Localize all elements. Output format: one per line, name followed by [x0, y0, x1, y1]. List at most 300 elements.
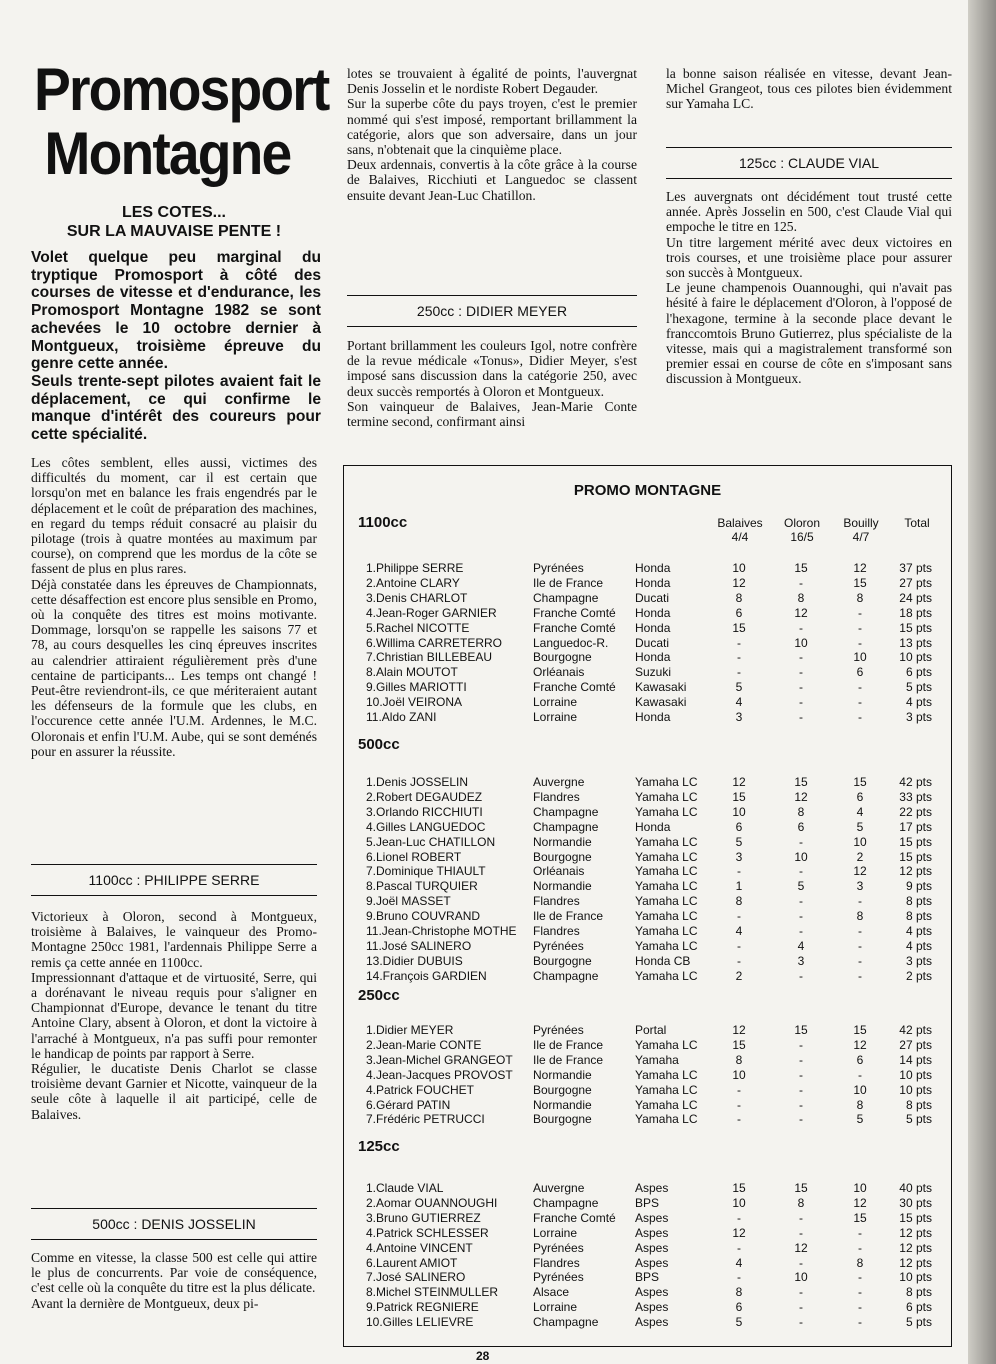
rider-make: Honda — [635, 710, 671, 724]
rider-make: Honda — [635, 561, 671, 575]
result-total: 15 pts — [899, 834, 932, 849]
result-total: 33 pts — [899, 789, 932, 804]
result-total: 12 pts — [899, 1240, 932, 1255]
rider-region: Franche Comté — [533, 680, 616, 695]
result-oloron: 6 — [797, 819, 805, 834]
rider-region: Lorraine — [533, 710, 578, 724]
column-3-125-text — [666, 189, 952, 387]
rider-region: Flandres — [533, 1255, 580, 1270]
table-row — [344, 591, 951, 606]
result-balaives: 8 — [735, 894, 743, 909]
column-2-250-text — [347, 338, 637, 429]
rider-region: Bourgogne — [533, 953, 592, 968]
table-row — [344, 1196, 951, 1211]
result-total: 14 pts — [899, 1052, 932, 1067]
rider-region: Flandres — [533, 789, 580, 804]
result-oloron: - — [799, 924, 803, 938]
result-balaives: 2 — [735, 968, 743, 983]
table-row — [344, 1068, 951, 1083]
rider-make: Yamaha LC — [635, 804, 698, 819]
result-balaives: 4 — [735, 924, 743, 938]
result-bouilly: 8 — [856, 1255, 864, 1270]
rider-region: Pyrénées — [533, 1023, 584, 1037]
result-bouilly: - — [858, 680, 862, 695]
result-balaives: 8 — [735, 1285, 743, 1300]
rider-make: Honda CB — [635, 953, 691, 968]
table-row — [344, 894, 951, 909]
result-oloron: - — [799, 1300, 803, 1315]
result-balaives: 15 — [732, 620, 746, 635]
result-oloron: 10 — [794, 635, 808, 650]
result-balaives: 15 — [732, 789, 746, 804]
rider-name: 6.Gérard PATIN — [366, 1097, 451, 1112]
table-row — [344, 1053, 951, 1068]
rider-name: 1.Didier MEYER — [366, 1023, 454, 1037]
col-header-text: Oloron — [783, 516, 821, 530]
rider-make: Yamaha LC — [635, 924, 698, 938]
result-bouilly: - — [858, 1225, 862, 1240]
rider-make: Aspes — [635, 1181, 669, 1195]
result-total: 4 pts — [905, 924, 932, 938]
result-oloron: - — [799, 1255, 803, 1270]
lead-paragraph: Seuls trente-sept pilotes avaient fait le déplacement, ce qui confirme le manque d'intérêt des coureurs pour cette spécialité. — [31, 372, 321, 444]
rider-name: 14.François GARDIEN — [366, 968, 487, 983]
rider-make: Aspes — [635, 1315, 669, 1330]
result-total: 10 pts — [899, 1270, 932, 1285]
rider-name: 1.Claude VIAL — [366, 1181, 444, 1195]
result-oloron: - — [799, 575, 803, 590]
body-paragraph: Régulier, le ducatiste Denis Charlot se classe troisième devant Garnier et Nicotte, vainqueur de la seule côte à laquelle il ait participé, celle de Balaives. — [31, 1061, 317, 1122]
page-edge-shadow — [968, 0, 996, 1364]
rider-region: Pyrénées — [533, 938, 584, 953]
rider-make: Yamaha LC — [635, 849, 698, 864]
result-balaives: 12 — [732, 575, 746, 590]
rider-name: 13.Didier DUBUIS — [366, 953, 463, 968]
rider-make: Yamaha LC — [635, 775, 698, 789]
body-paragraph: Son vainqueur de Balaives, Jean-Marie Conte termine second, confirmant ainsi — [347, 398, 637, 430]
result-total: 3 pts — [905, 953, 932, 968]
rider-region: Champagne — [533, 968, 599, 983]
rider-make: Yamaha LC — [635, 1097, 698, 1112]
result-oloron: 15 — [794, 561, 808, 575]
table-row — [344, 1023, 951, 1038]
rider-name: 7.Christian BILLEBEAU — [366, 650, 493, 665]
result-oloron: - — [799, 1052, 803, 1067]
rider-make: Aspes — [635, 1240, 669, 1255]
result-balaives: 12 — [732, 1023, 746, 1037]
result-bouilly: - — [858, 894, 862, 909]
rider-make: Honda — [635, 650, 671, 665]
rider-name: 9.Joël MASSET — [366, 894, 451, 909]
result-bouilly: 12 — [853, 1037, 867, 1052]
table-row — [344, 1211, 951, 1226]
result-total: 5 pts — [905, 680, 932, 695]
result-oloron: 8 — [797, 1195, 805, 1210]
rider-name: 7.José SALINERO — [366, 1270, 466, 1285]
result-balaives: - — [737, 635, 741, 650]
result-oloron: 8 — [797, 804, 805, 819]
result-total: 12 pts — [899, 1255, 932, 1270]
rider-make: Yamaha LC — [635, 789, 698, 804]
page-number: 28 — [476, 1349, 490, 1363]
col-header-date: 4/4 — [731, 530, 749, 544]
table-row — [344, 561, 951, 576]
result-balaives: 12 — [732, 775, 746, 789]
result-total: 4 pts — [905, 938, 932, 953]
rider-region: Champagne — [533, 590, 599, 605]
body-paragraph: lotes se trouvaient à égalité de points, l'auvergnat Denis Josselin et le nordiste Robert Degauder. — [347, 66, 637, 97]
table-row — [344, 1181, 951, 1196]
result-total: 10 pts — [899, 650, 932, 665]
col-header-text: Balaives — [717, 516, 763, 530]
body-paragraph: Portant brillamment les couleurs Igol, notre confrère de la revue médicale «Tonus», Didier Meyer, s'est imposé sans discussion dans la catégorie 250, avec deux succès remportés à Oloron et Montgueux. — [347, 338, 637, 399]
result-balaives: - — [737, 1082, 741, 1097]
result-balaives: - — [737, 909, 741, 924]
result-balaives: 4 — [735, 695, 743, 710]
result-oloron: 8 — [797, 590, 805, 605]
result-oloron: 10 — [794, 1270, 808, 1285]
body-paragraph: Impressionnant d'attaque et de virtuosité, Serre, qui a dorénavant le niveau requis pour s'aligner en Championnat d'Europe, devance le tenant du titre Antoine Clary, absent à Oloron, et dont la victoire à l'arraché à Montgueux, n'a pas suffi pour remonter le handicap de points par rapport à Serre. — [31, 969, 317, 1061]
body-paragraph: Victorieux à Oloron, second à Montgueux, troisième à Balaives, le vainqueur des Promo-Montagne 250cc 1981, l'ardennais Philippe Serre a remis ça cette année en 1100cc. — [31, 909, 317, 970]
result-balaives: - — [737, 864, 741, 879]
table-row — [344, 636, 951, 651]
results-table-box — [343, 465, 952, 1347]
rider-region: Pyrénées — [533, 1270, 584, 1285]
rider-make: Yamaha LC — [635, 894, 698, 909]
table-row — [344, 710, 951, 725]
rider-make: Yamaha LC — [635, 1082, 698, 1097]
result-oloron: - — [799, 864, 803, 879]
result-total: 2 pts — [905, 968, 932, 983]
table-row — [344, 939, 951, 954]
rider-make: BPS — [635, 1195, 660, 1210]
rider-make: Kawasaki — [635, 680, 687, 695]
table-row — [344, 954, 951, 969]
class-heading: 1100cc — [358, 514, 408, 531]
result-total: 13 pts — [899, 635, 932, 650]
table-row — [344, 864, 951, 879]
body-paragraph: Deux ardennais, convertis à la côte grâce à la course de Balaives, Ricchiuti et Languedoc se classent ensuite devant Jean-Luc Chatillon. — [347, 157, 637, 203]
column-2 — [347, 66, 637, 203]
result-bouilly: 6 — [856, 665, 864, 680]
table-row — [344, 695, 951, 710]
rider-make: Honda — [635, 620, 671, 635]
result-balaives: - — [737, 938, 741, 953]
result-balaives: 3 — [735, 849, 743, 864]
result-oloron: 15 — [794, 1023, 808, 1037]
result-bouilly: 12 — [853, 561, 867, 575]
result-balaives: 6 — [735, 819, 743, 834]
rider-region: Normandie — [533, 1067, 592, 1082]
rider-name: 4.Jean-Jacques PROVOST — [366, 1067, 513, 1082]
rider-region: Normandie — [533, 1097, 592, 1112]
rider-make: Aspes — [635, 1210, 669, 1225]
rider-make: Suzuki — [635, 665, 672, 680]
rider-region: Bourgogne — [533, 1082, 592, 1097]
headline — [34, 56, 329, 187]
rider-region: Pyrénées — [533, 1240, 584, 1255]
rider-region: Bourgogne — [533, 650, 592, 665]
rider-region: Bourgogne — [533, 1112, 592, 1127]
table-row — [344, 924, 951, 939]
table-row — [344, 820, 951, 835]
rider-make: Honda — [635, 819, 671, 834]
result-oloron: 15 — [794, 1181, 808, 1195]
result-total: 10 pts — [899, 1082, 932, 1097]
result-total: 4 pts — [905, 695, 932, 710]
result-oloron: - — [799, 1082, 803, 1097]
table-row — [344, 775, 951, 790]
rider-make: Yamaha LC — [635, 1112, 698, 1127]
result-oloron: - — [799, 680, 803, 695]
col-header-oloron — [772, 516, 832, 544]
result-oloron: - — [799, 1210, 803, 1225]
result-balaives: 8 — [735, 1052, 743, 1067]
table-row — [344, 790, 951, 805]
rider-region: Champagne — [533, 819, 599, 834]
result-oloron: - — [799, 1225, 803, 1240]
result-balaives: 3 — [735, 710, 743, 724]
col-header-date: 4/7 — [852, 530, 870, 544]
result-oloron: 15 — [794, 775, 808, 789]
result-bouilly: - — [858, 605, 862, 620]
table-row — [344, 835, 951, 850]
result-total: 10 pts — [899, 1067, 932, 1082]
rider-make: Portal — [635, 1023, 667, 1037]
result-balaives: 5 — [735, 1315, 743, 1330]
result-balaives: 5 — [735, 834, 743, 849]
column-1 — [31, 455, 317, 759]
result-total: 27 pts — [899, 575, 932, 590]
result-bouilly: 12 — [853, 864, 867, 879]
rider-make: Honda — [635, 605, 671, 620]
body-paragraph: Les auvergnats ont décidément tout trusté cette année. Après Josselin en 500, c'est Claude Vial qui empoche le titre en 125. — [666, 189, 952, 235]
result-oloron: - — [799, 1037, 803, 1052]
headline-line-2: Montagne — [44, 120, 291, 187]
table-row — [344, 1226, 951, 1241]
rider-name: 6.Willima CARRETERRO — [366, 635, 503, 650]
result-bouilly: - — [858, 968, 862, 983]
result-balaives: 10 — [732, 561, 746, 575]
rider-name: 4.Antoine VINCENT — [366, 1240, 473, 1255]
subhead-250: 250cc : DIDIER MEYER — [347, 295, 637, 327]
result-balaives: 8 — [735, 590, 743, 605]
result-bouilly: 8 — [856, 909, 864, 924]
rider-region: Ile de France — [533, 1052, 604, 1067]
body-paragraph: Déjà constatée dans les épreuves de Championnats, cette désaffection est encore plus sensible en Promo, où la conquête des titres est moins motivante. Dommage, lorsqu'on se rappelle les saisons 77 et 78, au cours desquelles les cinq épreuves inscrites au calendrier attiraient régulièrement près d'une centaine de participants... Les temps ont changé ! Peut-être reviendront-ils, ce que mériteraient autant les défenseurs de la formule que les clubs, en l'occurence cette année l'U.M. Ardennes, le M.C. Oloronais et enfin l'U.M. Aube, qui se sont deménés pour en assurer la réussite. — [31, 576, 317, 759]
result-bouilly: 8 — [856, 590, 864, 605]
rider-region: Flandres — [533, 894, 580, 909]
result-total: 6 pts — [905, 1300, 932, 1315]
table-row — [344, 1270, 951, 1285]
rider-region: Orléanais — [533, 864, 585, 879]
result-bouilly: 10 — [853, 1181, 867, 1195]
result-oloron: 3 — [797, 953, 805, 968]
result-oloron: 12 — [794, 1240, 808, 1255]
table-row — [344, 879, 951, 894]
result-balaives: 10 — [732, 1067, 746, 1082]
result-total: 17 pts — [899, 819, 932, 834]
rider-region: Champagne — [533, 804, 599, 819]
body-paragraph: Le jeune champenois Ouannoughi, qui n'avait pas hésité à faire le déplacement d'Oloron, à l'opposé de l'hexagone, termine à la seconde place devant le franccomtois Bruno Gutierrez, plus spécialiste de la vitesse, mais qui a magistralement transformé son premier essai en course de côte en s'imposant sans discussion à Montgueux. — [666, 280, 952, 387]
result-total: 8 pts — [905, 894, 932, 909]
rider-name: 4.Jean-Roger GARNIER — [366, 605, 497, 620]
kicker-line-1: LES COTES... — [121, 204, 226, 221]
result-oloron: 12 — [794, 789, 808, 804]
col-header-total — [892, 516, 942, 530]
rider-make: Yamaha LC — [635, 938, 698, 953]
rider-make: Yamaha — [635, 1052, 679, 1067]
result-balaives: - — [737, 1270, 741, 1285]
rider-region: Lorraine — [533, 695, 578, 710]
body-paragraph: Sur la superbe côte du pays troyen, c'est le premier nommé qui s'est imposé, remportant brillamment la catégorie, alors que son adversaire, dans un jour sans, n'obtenait que la cinquième place. — [347, 96, 637, 158]
rider-region: Franche Comté — [533, 620, 616, 635]
rider-region: Bourgogne — [533, 849, 592, 864]
class-heading: 250cc — [358, 987, 400, 1004]
result-oloron: 10 — [794, 849, 808, 864]
rider-region: Ile de France — [533, 575, 604, 590]
rider-make: Aspes — [635, 1255, 669, 1270]
kicker — [31, 203, 317, 241]
body-paragraph: Avant la dernière de Montgueux, deux pi- — [31, 1295, 259, 1311]
rider-region: Flandres — [533, 924, 580, 938]
table-row — [344, 606, 951, 621]
col-header-text: Bouilly — [843, 516, 879, 530]
rider-make: Yamaha LC — [635, 968, 698, 983]
rider-name: 9.Gilles MARIOTTI — [366, 680, 467, 695]
result-bouilly: - — [858, 1067, 862, 1082]
rider-name: 1.Philippe SERRE — [366, 561, 464, 575]
rider-region: Franche Comté — [533, 1210, 616, 1225]
rider-name: 10.Gilles LELIEVRE — [366, 1315, 474, 1330]
result-total: 8 pts — [905, 1285, 932, 1300]
rider-name: 7.Dominique THIAULT — [366, 864, 486, 879]
rider-name: 9.Patrick REGNIERE — [366, 1300, 479, 1315]
rider-name: 2.Robert DEGAUDEZ — [366, 789, 483, 804]
rider-name: 4.Patrick FOUCHET — [366, 1082, 475, 1097]
result-bouilly: - — [858, 1270, 862, 1285]
result-oloron: - — [799, 620, 803, 635]
rider-make: Aspes — [635, 1285, 669, 1300]
rider-region: Languedoc-R. — [533, 635, 609, 650]
result-oloron: 4 — [797, 938, 805, 953]
column-1-1100-text — [31, 909, 317, 1122]
rider-name: 7.Frédéric PETRUCCI — [366, 1112, 485, 1127]
result-bouilly: 6 — [856, 789, 864, 804]
result-bouilly: 10 — [853, 650, 867, 665]
result-total: 30 pts — [899, 1195, 932, 1210]
headline-line-1: Promosport — [34, 56, 329, 123]
table-row — [344, 1038, 951, 1053]
table-row — [344, 665, 951, 680]
result-bouilly: - — [858, 1300, 862, 1315]
rider-region: Auvergne — [533, 775, 585, 789]
rider-name: 3.Orlando RICCHIUTI — [366, 804, 483, 819]
result-balaives: 1 — [735, 879, 743, 894]
result-oloron: - — [799, 909, 803, 924]
result-oloron: - — [799, 894, 803, 909]
table-row — [344, 1300, 951, 1315]
rider-name: 4.Gilles LANGUEDOC — [366, 819, 486, 834]
rider-make: Kawasaki — [635, 695, 687, 710]
rider-region: Lorraine — [533, 1300, 578, 1315]
subhead-1100: 1100cc : PHILIPPE SERRE — [31, 864, 317, 896]
rider-name: 11.Aldo ZANI — [366, 710, 437, 724]
result-balaives: 6 — [735, 605, 743, 620]
col-header-text: Total — [904, 516, 930, 530]
rider-name: 6.Laurent AMIOT — [366, 1255, 458, 1270]
lead-paragraph: Volet quelque peu marginal du tryptique Promosport à côté des courses de vitesse et d'endurance, les Promosport Montagne 1982 se sont achevées le 10 octobre dernier à Montgueux, troisième épreuve du genre cette année. — [31, 249, 321, 373]
rider-region: Normandie — [533, 879, 592, 894]
result-total: 5 pts — [905, 1315, 932, 1330]
result-bouilly: 15 — [853, 775, 867, 789]
result-oloron: 12 — [794, 605, 808, 620]
result-bouilly: - — [858, 1285, 862, 1300]
body-paragraph: Un titre largement mérité avec deux victoires en trois courses, et une troisième place pour assurer son succès à Montgueux. — [666, 234, 952, 281]
result-oloron: - — [799, 1315, 803, 1330]
table-row — [344, 1241, 951, 1256]
result-bouilly: 5 — [856, 1112, 864, 1127]
result-bouilly: - — [858, 953, 862, 968]
result-total: 27 pts — [899, 1037, 932, 1052]
result-bouilly: - — [858, 695, 862, 710]
result-bouilly: - — [858, 924, 862, 938]
col-header-date: 16/5 — [790, 530, 814, 544]
rider-make: Yamaha LC — [635, 1067, 698, 1082]
rider-name: 9.Bruno COUVRAND — [366, 909, 481, 924]
rider-region: Ile de France — [533, 909, 604, 924]
rider-name: 2.Jean-Marie CONTE — [366, 1037, 482, 1052]
result-bouilly: 15 — [853, 1023, 867, 1037]
body-paragraph: Comme en vitesse, la classe 500 est celle qui attire le plus de concurrents. Par voie de conséquence, c'est celle où la conquête du titre est la plus délicate. — [31, 1250, 317, 1296]
result-bouilly: 4 — [856, 804, 864, 819]
table-title: PROMO MONTAGNE — [573, 482, 722, 499]
rider-make: Aspes — [635, 1225, 669, 1240]
result-balaives: 12 — [732, 1225, 746, 1240]
result-total: 22 pts — [899, 804, 932, 819]
result-oloron: - — [799, 1285, 803, 1300]
table-row — [344, 969, 951, 984]
table-row — [344, 1315, 951, 1330]
result-balaives: 15 — [732, 1037, 746, 1052]
rider-name: 3.Bruno GUTIERREZ — [366, 1210, 481, 1225]
result-bouilly: 15 — [853, 1210, 867, 1225]
kicker-line-2: SUR LA MAUVAISE PENTE ! — [66, 223, 282, 240]
body-paragraph: la bonne saison réalisée en vitesse, devant Jean-Michel Grangeot, tous ces pilotes bien évidemment sur Yamaha LC. — [666, 66, 952, 112]
rider-name: 5.Rachel NICOTTE — [366, 620, 470, 635]
result-bouilly: 8 — [856, 1097, 864, 1112]
result-oloron: - — [799, 665, 803, 680]
result-total: 5 pts — [905, 1112, 932, 1127]
class-heading: 500cc — [358, 736, 400, 753]
result-bouilly: - — [858, 1315, 862, 1330]
result-total: 8 pts — [905, 1097, 932, 1112]
result-balaives: 6 — [735, 1300, 743, 1315]
table-row — [344, 1112, 951, 1127]
result-total: 37 pts — [899, 561, 932, 575]
result-total: 15 pts — [899, 849, 932, 864]
rider-region: Pyrénées — [533, 561, 584, 575]
result-bouilly: 10 — [853, 834, 867, 849]
rider-make: Yamaha LC — [635, 909, 698, 924]
result-balaives: - — [737, 665, 741, 680]
rider-name: 10.Joël VEIRONA — [366, 695, 463, 710]
subhead-500: 500cc : DENIS JOSSELIN — [31, 1208, 317, 1240]
result-bouilly: 5 — [856, 819, 864, 834]
result-bouilly: - — [858, 620, 862, 635]
result-balaives: - — [737, 1210, 741, 1225]
table-row — [344, 1285, 951, 1300]
